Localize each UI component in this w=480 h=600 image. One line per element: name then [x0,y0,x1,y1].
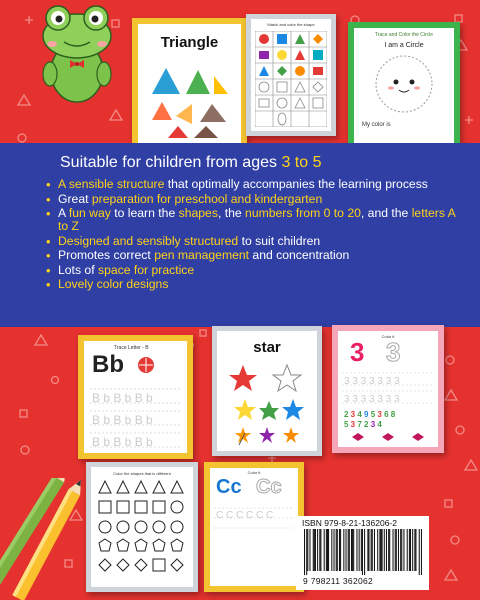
feature-highlight: letters A to Z [58,206,456,233]
star-card [212,326,322,456]
feature-list [46,178,466,293]
shape-grid-icon [255,31,327,127]
number-three-card [332,325,444,453]
svg-text:3 3 3 3 3 3 3: 3 3 3 3 3 3 3 [344,394,400,405]
triangle-card [132,18,247,152]
match-card-title: Match and color the shape [267,22,315,27]
isbn-barcode-box [296,516,429,590]
banner-title-prefix: Suitable for children from ages [60,154,282,171]
circle-card-footer: My color is [362,122,391,128]
number-card-numeral-outline: 3 [386,337,401,367]
match-shapes-card [246,14,336,136]
shapes-different-card [86,462,198,592]
svg-text:5 3 7 2 3 4: 5 3 7 2 3 4 [344,420,382,429]
letter-c-card [204,462,304,592]
smiling-circle-icon [372,52,436,116]
svg-text:B b B b B b: B b B b B b [92,391,153,405]
feature-highlight: fun way [68,206,111,220]
feature-highlight: numbers from 0 to 20 [245,206,361,220]
feature-highlight: Lovely color designs [58,277,169,291]
isbn-label: ISBN 979-8-21-136206-2 [302,518,397,528]
pencils-icon [0,478,85,600]
svg-text:B b B b B b: B b B b B b [92,435,153,449]
ball-icon [136,355,164,375]
letter-c-card-header: Color it [247,470,261,475]
feature-text: Promotes correct [58,248,155,262]
feature-item [46,207,466,233]
banner-title-ages: 3 to 5 [281,154,322,171]
feature-text: Great [58,191,92,206]
feature-highlight: Designed and sensibly structured [58,233,239,248]
triangle-card-title: Triangle [160,34,219,51]
number-card-numeral: 3 [350,337,365,367]
feature-item [46,278,466,291]
svg-text:C C C C C C: C C C C C C [216,510,274,521]
feature-highlight: space for practice [97,262,195,277]
letter-b-card-letters: Bb [92,351,124,378]
feature-text: to learn the [110,206,179,220]
banner-title [60,154,321,172]
number-card-header: Color it [381,334,395,339]
star-card-title: star [253,339,281,356]
feature-text: , and the [360,206,412,220]
feature-text: and concentration [249,248,350,262]
svg-text:2 3 4 9 5 3 6 8: 2 3 4 9 5 3 6 8 [344,410,396,419]
feature-text: A [58,206,69,220]
feature-item [46,249,466,262]
triangle-objects-icon [148,56,233,141]
circle-card-header: Trace and Color the Circle [374,32,434,38]
feature-text: to suit children [238,233,321,248]
star-objects-icon [225,361,309,447]
feature-highlight: shapes [178,206,218,220]
feature-item [46,264,466,277]
feature-item [46,193,466,206]
feature-text: that optimally accompanies the learning process [164,177,428,191]
number-practice-icon [342,369,434,445]
shape-rows-icon [97,479,187,583]
circle-card [348,22,460,150]
svg-text:3 3 3 3 3 3 3: 3 3 3 3 3 3 3 [344,376,400,387]
feature-highlight: A sensible structure [58,177,165,191]
barcode-icon [304,529,422,575]
letter-c-tracing-icon [214,504,294,534]
letter-b-card-header: Trace Letter - B [114,345,149,351]
feature-item [46,178,466,191]
frog-mascot-icon [30,2,125,107]
feature-highlight: pen management [154,248,250,262]
tracing-lines-icon [90,383,182,449]
svg-text:B b B b B b: B b B b B b [92,413,153,427]
shapes-card-header: Color the shapes that is different [113,471,171,476]
feature-highlight: preparation for preschool and kindergarten [91,191,323,206]
letter-b-card [78,335,193,459]
letter-c-card-letters: Cc [216,476,242,498]
isbn-number: 9 798211 362062 [303,576,374,586]
circle-card-title: I am a Circle [384,42,424,49]
feature-text: Lots of [58,262,98,277]
feature-item [46,235,466,248]
feature-text: , the [217,206,246,220]
letter-c-card-letters-outline: Cc [256,476,282,498]
